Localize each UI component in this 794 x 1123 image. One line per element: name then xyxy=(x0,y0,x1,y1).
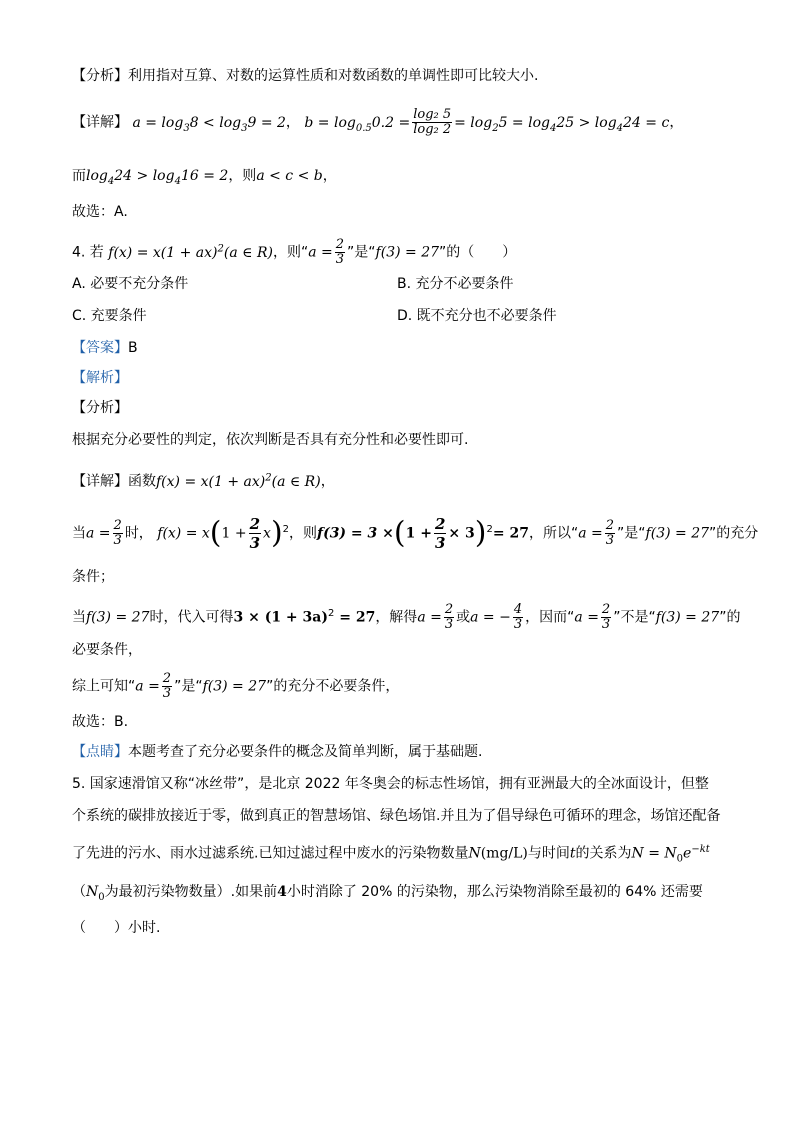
analysis-label: 【分析】 xyxy=(72,68,128,84)
a-expression: $a = \log_38 < \log_39 = 2$ xyxy=(132,114,286,134)
log-fraction: $\frac{\text{log₂ 5}}{\text{log₂ 2}}$ xyxy=(413,107,452,137)
order-result: a < c < b xyxy=(256,168,323,184)
solution-label: 【解析】 xyxy=(72,370,128,386)
necessity-line-cont: 必要条件， xyxy=(72,642,142,658)
comment-line: 【点睛】本题考查了充分必要条件的概念及简单判断，属于基础题. xyxy=(72,744,483,760)
option-b: B. 充分不必要条件 xyxy=(397,276,514,292)
option-c: C. 充要条件 xyxy=(72,308,147,324)
comment-label: 【点睛】 xyxy=(72,744,128,760)
question-5-line-5: （ ）小时. xyxy=(72,920,161,936)
choice-b-line: 故选：B. xyxy=(72,714,129,730)
answer-label: 【答案】 xyxy=(72,340,128,356)
choice-a-line: 故选：A. xyxy=(72,204,128,220)
question-4: 4. 若 f(x) = x(1 + ax)$^2$(a ∈ R)，则“a = $\frac{2}{3}$ ”是“f(3) = 27”的（ ） xyxy=(72,237,517,267)
answer-value: B xyxy=(128,340,138,356)
analysis-paragraph xyxy=(72,66,538,86)
question-5-line-3: 了先进的污水、雨水过滤系统.已知过滤过程中废水的污染物数量N(mg/L)与时间t的关系为$N = N_0e^{-kt}$ xyxy=(72,844,710,865)
necessity-line: 当f(3) = 27时，代入可得$3 \times (1 + 3a)^2 = 27$，解得a = $\frac{2}{3}$ 或a = − $\frac{4}{3}$ ，因而“a = $\frac{2}{3}$ ”不是“f(3) = 27”的 xyxy=(72,602,741,633)
log-comparison: $\log_424 > \log_416 = 2$ xyxy=(86,168,229,187)
analysis-text: 利用指对互算、对数的运算性质和对数函数的单调性即可比较大小. xyxy=(128,68,539,84)
detail-function-line: 【详解】函数f(x) = x(1 + ax)$^2$(a ∈ R)， xyxy=(72,472,335,490)
analysis-text-2: 根据充分必要性的判定，依次判断是否具有充分性和必要性即可. xyxy=(72,432,469,448)
q4-fraction: $\frac{2}{3}$ xyxy=(335,237,345,267)
detail-label: 【详解】 xyxy=(72,114,128,131)
option-d: D. 既不充分也不必要条件 xyxy=(397,308,557,324)
sufficiency-line-cont: 条件； xyxy=(72,569,114,585)
b-expression: $b = \log_{0.5}0.2$ = xyxy=(304,114,411,134)
detail-paragraph: 【详解】 $a = \log_38 < \log_39 = 2$， $b = \log_{0.5}0.2$ = $\frac{\text{log₂ 5}}{\text{log₂ 2}}$ = $\log_25 = \log_425 > \log_424 = c$， xyxy=(72,107,684,137)
question-5-line-1: 5. 国家速滑馆又称“冰丝带”，是北京 2022 年冬奥会的标志性场馆，拥有亚洲最大的全冰面设计，但整 xyxy=(72,776,709,792)
option-a: A. 必要不充分条件 xyxy=(72,276,189,292)
question-5-line-4: （$N_0$为最初污染物数量）.如果前4小时消除了 20% 的污染物，那么污染物消除至最初的 64% 还需要 xyxy=(72,884,703,903)
analysis-label-2: 【分析】 xyxy=(72,400,128,416)
sufficiency-line: 当a = $\frac{2}{3}$ 时， f(x) = x(1 + $\frac{2}{3}$ x)$^2$，则f(3) = 3 ×(1 + $\frac{2}{3}$ × 3)$^2$= 27，所以“a = $\frac{2}{3}$ ”是“f(3) = 27”的充分 xyxy=(72,515,759,553)
b-chain: = $\log_25 = \log_425 > \log_424 = c$ xyxy=(454,114,670,134)
question-5-line-2: 个系统的碳排放接近于零，做到真正的智慧场馆、绿色场馆.并且为了倡导绿色可循环的理念，场馆还配备 xyxy=(72,808,721,824)
q4-function: f(x) = x(1 + ax)$^2$(a ∈ R) xyxy=(108,242,273,261)
conclusion-line: 综上可知“a = $\frac{2}{3}$ ”是“f(3) = 27”的充分不必要条件， xyxy=(72,671,400,701)
answer-line xyxy=(72,338,138,358)
comparison-line: 而$\log_424 > \log_416 = 2$，则a < c < b， xyxy=(72,168,337,187)
